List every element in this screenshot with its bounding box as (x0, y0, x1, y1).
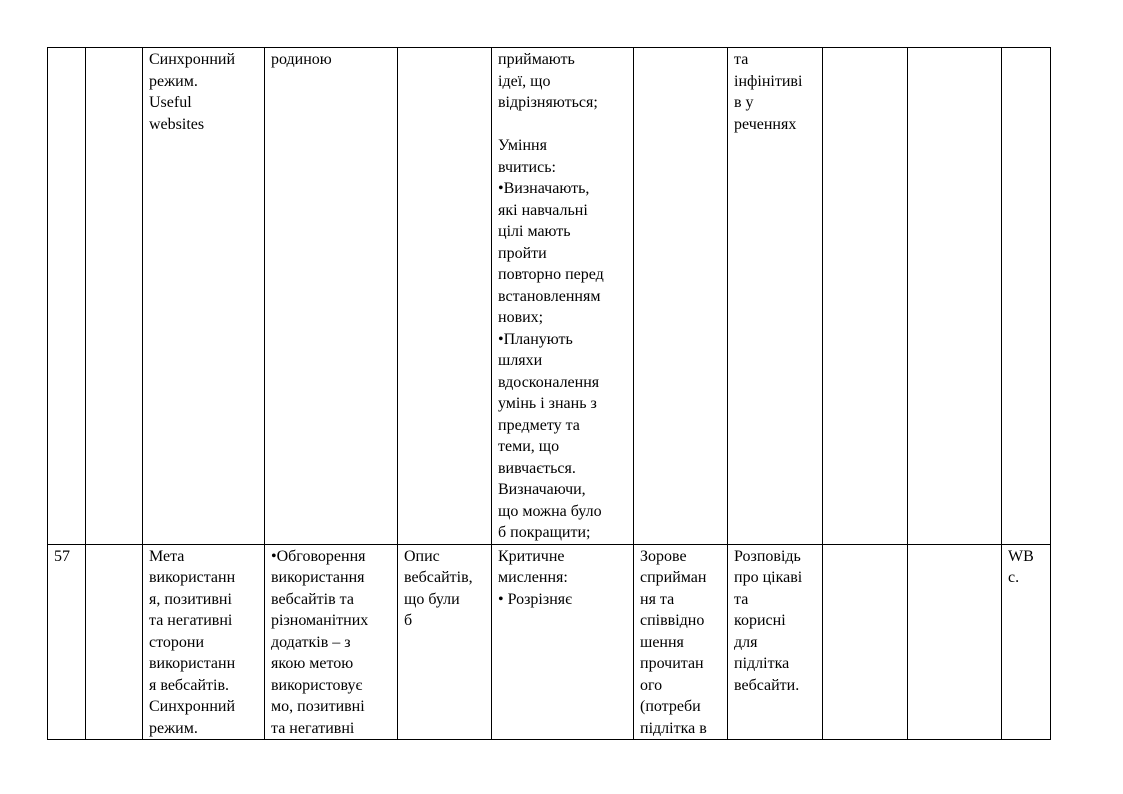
cell-number: 57 (48, 544, 86, 740)
cell-empty-1 (823, 48, 908, 545)
lesson-plan-table (47, 47, 1051, 740)
table-row (48, 48, 1051, 545)
cell-skills: Критичне мислення: • Розрізняє (492, 544, 634, 740)
cell-grammar: Розповідь про цікаві та корисні для підлітка вебсайти. (728, 544, 823, 740)
cell-empty-2 (908, 544, 1002, 740)
cell-grammar: та інфінітиві в у реченнях (728, 48, 823, 545)
cell-empty-2 (908, 48, 1002, 545)
table-row (48, 544, 1051, 740)
cell-topic: Мета використанн я, позитивні та негативні сторони використанн я вебсайтів. Синхронний режим. (143, 544, 265, 740)
cell-skills: приймають ідеї, що відрізняються; Уміння вчитись: •Визначають, які навчальні цілі мають пройти повторно перед встановленням нових; •Планують шляхи вдосконалення умінь і знань з предмету та теми, що вивчається. Визначаючи, що можна було б покращити; (492, 48, 634, 545)
cell-perception: Зорове сприйман ня та співвідно шення прочитан ого (потреби підлітка в (634, 544, 728, 740)
cell-empty-1 (823, 544, 908, 740)
cell-activity: родиною (265, 48, 398, 545)
cell-date (86, 48, 143, 545)
cell-description: Опис вебсайтів, що були б (398, 544, 492, 740)
cell-activity: •Обговорення використання вебсайтів та різноманітних додатків – з якою метою використовує мо, позитивні та негативні (265, 544, 398, 740)
cell-topic: Синхронний режим. Useful websites (143, 48, 265, 545)
cell-perception (634, 48, 728, 545)
cell-homework (1002, 48, 1051, 545)
cell-homework: WB c. (1002, 544, 1051, 740)
cell-date (86, 544, 143, 740)
cell-description (398, 48, 492, 545)
cell-number (48, 48, 86, 545)
